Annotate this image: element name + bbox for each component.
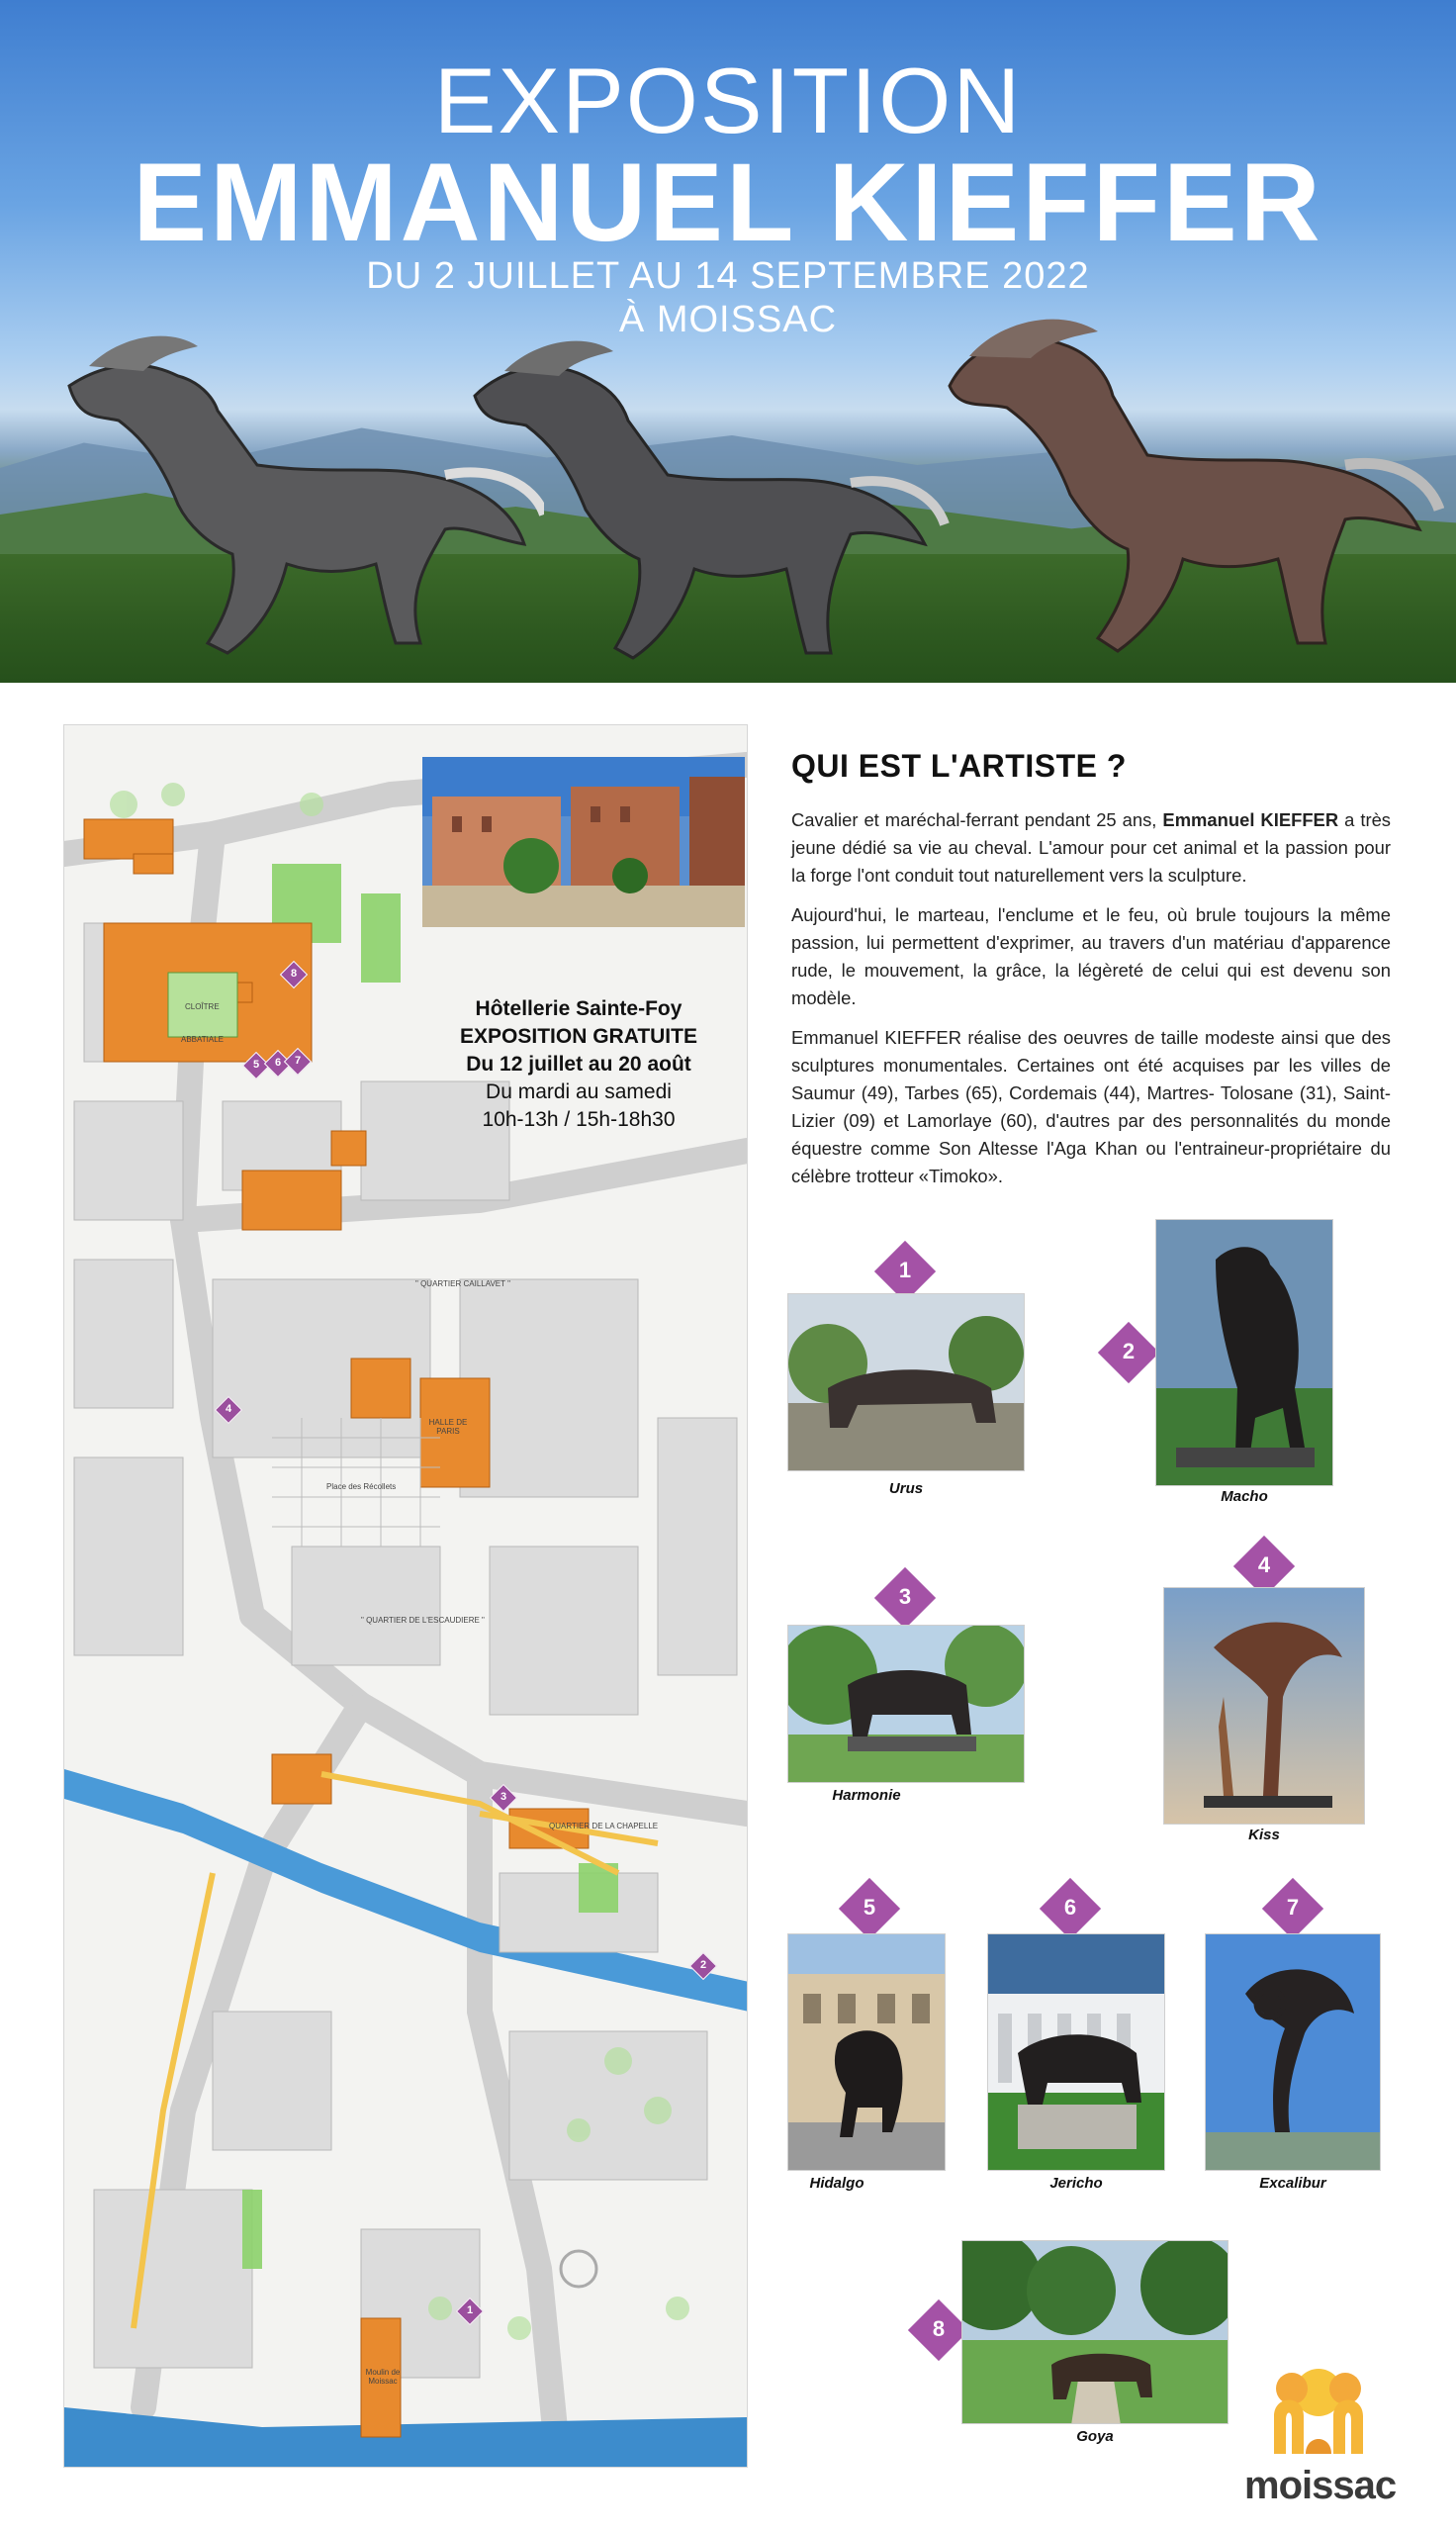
free-exhibition-label: EXPOSITION GRATUITE bbox=[460, 1025, 697, 1048]
sculpture-photo bbox=[1205, 1933, 1381, 2171]
sculpture-number-badge: 1 bbox=[874, 1241, 936, 1302]
map-label-caillavet: " QUARTIER CAILLAVET " bbox=[415, 1279, 510, 1288]
map-drawing bbox=[64, 725, 748, 2468]
sculpture-name: Jericho bbox=[1049, 2175, 1103, 2192]
sculpture-name: Harmonie bbox=[832, 1787, 901, 1804]
sculpture-photo bbox=[1155, 1219, 1333, 1486]
town-map bbox=[63, 724, 748, 2468]
map-pin-2: 2 bbox=[693, 1956, 713, 1976]
sculpture-photo bbox=[787, 1625, 1025, 1783]
sculpture-photo bbox=[987, 1933, 1165, 2171]
map-label-moulin: Moulin de Moissac bbox=[365, 2368, 401, 2386]
sculpture-photo bbox=[787, 1293, 1025, 1471]
moissac-logo bbox=[1244, 2355, 1397, 2507]
sculpture-name: Excalibur bbox=[1259, 2175, 1326, 2192]
opening-days: Du mardi au samedi bbox=[486, 1080, 672, 1103]
hero-banner bbox=[0, 0, 1456, 683]
map-pin-6: 6 bbox=[268, 1054, 288, 1074]
moissac-logo-icon bbox=[1244, 2355, 1393, 2464]
map-pin-7: 7 bbox=[288, 1052, 308, 1072]
map-pin-5: 5 bbox=[246, 1056, 266, 1076]
opening-hours: 10h-13h / 15h-18h30 bbox=[482, 1108, 676, 1131]
sculpture-number-badge: 2 bbox=[1098, 1322, 1159, 1383]
map-label-escaudiere: " QUARTIER DE L'ESCAUDIERE " bbox=[361, 1616, 485, 1625]
hotellerie-photo bbox=[422, 757, 745, 927]
hero-dates: DU 2 JUILLET AU 14 SEPTEMBRE 2022 bbox=[366, 255, 1090, 297]
artist-paragraph-1: Cavalier et maréchal-ferrant pendant 25 ans, Emmanuel KIEFFER a très jeune dédié sa vie au cheval. L'amour pour cet animal et la passion pour la forge l'ont conduit tout naturellement vers la sculpture. bbox=[791, 809, 1391, 886]
artist-heading: QUI EST L'ARTISTE ? bbox=[791, 748, 1127, 784]
sculpture-number-badge: 5 bbox=[839, 1878, 900, 1939]
map-pin-4: 4 bbox=[219, 1400, 238, 1420]
sculpture-number-badge: 6 bbox=[1040, 1878, 1101, 1939]
sculpture-number-badge: 7 bbox=[1262, 1878, 1323, 1939]
horse-sculpture-right-icon bbox=[890, 297, 1444, 683]
map-pin-1: 1 bbox=[460, 2301, 480, 2321]
sculpture-photo bbox=[961, 2240, 1228, 2424]
sculpture-number-badge: 4 bbox=[1233, 1536, 1295, 1597]
sculpture-name: Hidalgo bbox=[809, 2175, 864, 2192]
sculpture-number-badge: 3 bbox=[874, 1567, 936, 1629]
artist-paragraph-3: Emmanuel KIEFFER réalise des oeuvres de taille modeste ainsi que des sculptures monumentales. Certaines ont été acquises par les villes de Saumur (49), Tarbes (65), Cordemais (44), Martres- Tolosane (31), Saint-Lizier (09) et Lamorlaye (60), d'autres par des personnalités du monde équestre comme Son Altesse l'Aga Khan ou l'entraineur-propriétaire du célèbre trotteur «Timoko». bbox=[791, 1027, 1391, 1186]
map-label-place: Place des Récollets bbox=[326, 1482, 397, 1491]
exhibition-dates: Du 12 juillet au 20 août bbox=[466, 1053, 691, 1076]
map-pin-8: 8 bbox=[284, 965, 304, 985]
artist-paragraph-2: Aujourd'hui, le marteau, l'enclume et le feu, où brule toujours la même passion, lui permettent d'exprimer, au travers d'un matériau d'apparence rude, le mouvement, la grâce, la légèreté de celui qui est devenu son modèle. bbox=[791, 904, 1391, 1008]
sculpture-name: Kiss bbox=[1248, 1827, 1280, 1843]
hero-exposition-title: EXPOSITION bbox=[433, 48, 1023, 152]
hero-location: À MOISSAC bbox=[618, 299, 838, 340]
sculpture-name: Macho bbox=[1221, 1488, 1268, 1505]
map-label-halle: HALLE DE PARIS bbox=[428, 1418, 468, 1436]
moissac-logo-text: moissac bbox=[1244, 2464, 1397, 2507]
horse-sculpture-center-icon bbox=[435, 327, 950, 683]
hero-artist-name: EMMANUEL KIEFFER bbox=[133, 141, 1323, 264]
sculpture-name: Urus bbox=[888, 1480, 924, 1497]
map-pin-3: 3 bbox=[494, 1788, 513, 1808]
sculpture-photo bbox=[1163, 1587, 1365, 1825]
sculpture-number-badge: 8 bbox=[908, 2299, 969, 2361]
sculpture-photo bbox=[787, 1933, 946, 2171]
venue-name: Hôtellerie Sainte-Foy bbox=[475, 997, 682, 1020]
map-label-chapelle: QUARTIER DE LA CHAPELLE bbox=[549, 1822, 659, 1830]
sculpture-name: Goya bbox=[1076, 2428, 1114, 2445]
exhibition-info bbox=[415, 995, 742, 1134]
map-label-abbatiale: ABBATIALE bbox=[181, 1035, 224, 1044]
map-label-cloitre: CLOÎTRE bbox=[185, 1002, 220, 1011]
